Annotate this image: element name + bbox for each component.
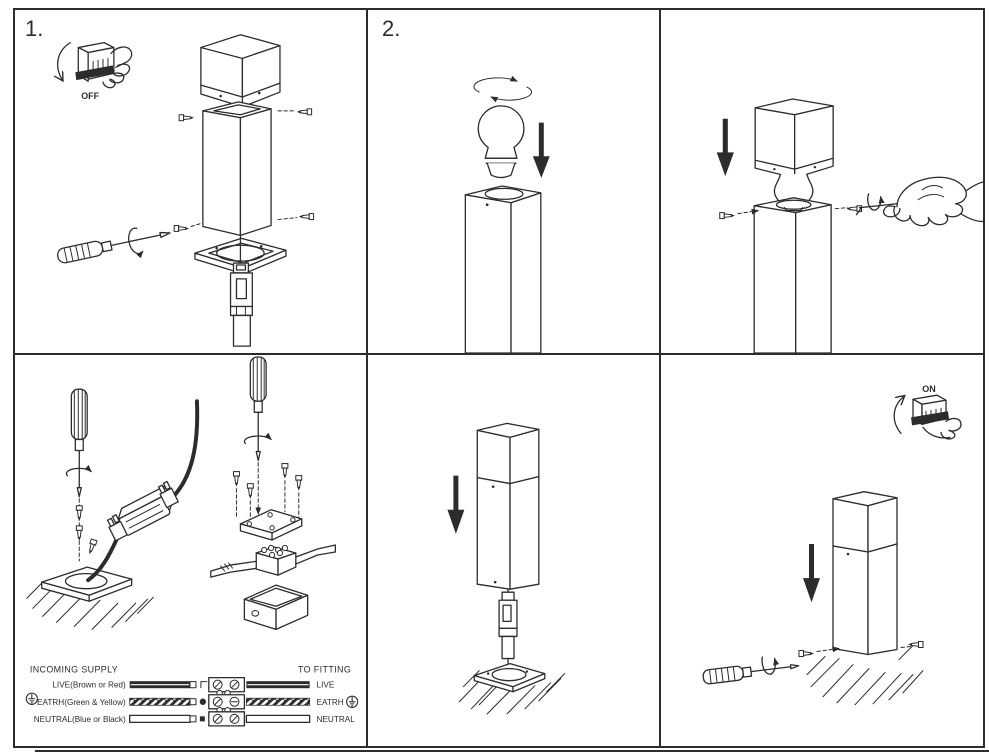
bollard [833, 492, 897, 655]
panel-step5-mount-bollard [368, 355, 661, 746]
step-2-number: 2. [382, 16, 401, 41]
junction-box-lid [240, 510, 301, 540]
allen-key-icon [856, 194, 897, 215]
svg-text:EATRH: EATRH [316, 697, 344, 707]
junction-box-base [244, 585, 307, 629]
wiring-diagram [26, 665, 357, 726]
hand-icon [884, 177, 983, 225]
panel-step3-fit-head [661, 10, 983, 355]
svg-text:NEUTRAL(Blue or Black): NEUTRAL(Blue or Black) [33, 714, 126, 724]
base-plate [474, 664, 545, 692]
base-plate [42, 567, 132, 601]
lamp-column [754, 198, 831, 353]
earth-icon [347, 696, 358, 707]
spike-connector [499, 589, 517, 674]
cable-gland [103, 481, 182, 542]
cable-icon [88, 401, 197, 580]
down-arrow-icon [447, 476, 464, 534]
terminal-block [211, 545, 336, 577]
lamp-head [201, 35, 280, 107]
panel-grid [13, 8, 985, 748]
step-1-number: 1. [25, 16, 44, 41]
svg-text:EATRH(Green & Yellow): EATRH(Green & Yellow) [37, 697, 126, 707]
panel-step6-switch-on [661, 355, 983, 746]
svg-text:LIVE(Brown or Red): LIVE(Brown or Red) [52, 680, 126, 690]
next-row-border [35, 750, 989, 752]
screwdriver-icon [702, 653, 800, 685]
light-bulb-icon [478, 106, 524, 178]
screwdriver-icon [55, 221, 173, 270]
panel-step4-wiring [15, 355, 368, 746]
down-arrow-icon [803, 544, 820, 602]
wire-live [52, 678, 334, 692]
svg-text:LIVE: LIVE [316, 680, 335, 690]
down-arrow-icon [717, 119, 734, 176]
on-switch-icon [894, 384, 961, 439]
wire-earth [26, 693, 357, 709]
panel-step2-insert-bulb [368, 10, 661, 355]
on-switch-label: ON [922, 384, 936, 395]
bollard [477, 423, 539, 589]
incoming-supply-header: INCOMING SUPPLY [29, 664, 119, 675]
wire-neutral [34, 712, 356, 726]
lamp-head [755, 99, 833, 178]
off-switch-label: OFF [81, 90, 100, 101]
off-switch-icon [58, 43, 132, 101]
panel-step1-exploded-view [15, 10, 368, 355]
screw-icon [76, 499, 97, 561]
earth-icon [26, 693, 37, 704]
lamp-column [465, 186, 540, 353]
screwdriver-icon [66, 389, 91, 497]
svg-text:NEUTRAL: NEUTRAL [316, 714, 355, 724]
down-arrow-icon [533, 123, 550, 178]
to-fitting-header: TO FITTING [297, 664, 352, 675]
lamp-column [203, 102, 271, 235]
rotation-arrow-icon [474, 78, 532, 100]
